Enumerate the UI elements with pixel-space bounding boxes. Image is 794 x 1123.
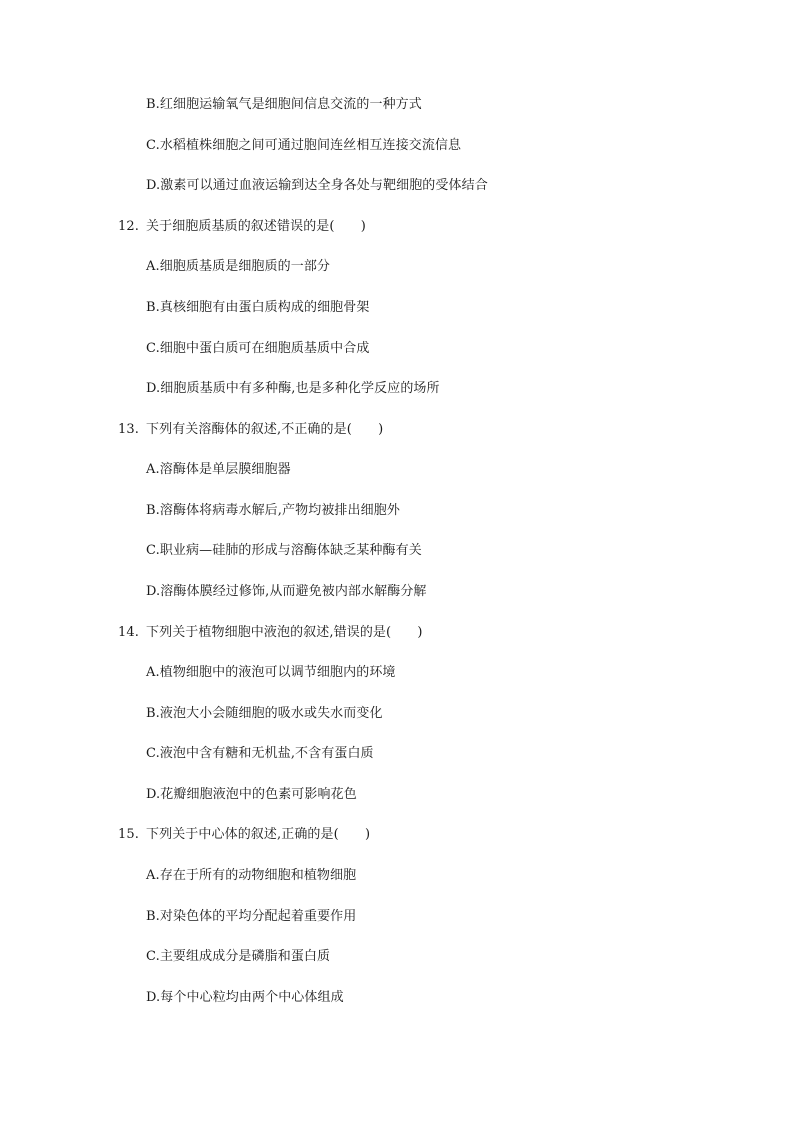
q14-option-c: C.液泡中含有糖和无机盐,不含有蛋白质 xyxy=(146,746,374,761)
q15-option-c: C.主要组成成分是磷脂和蛋白质 xyxy=(146,949,331,964)
q14-stem: 下列关于植物细胞中液泡的叙述,错误的是( ) xyxy=(146,625,423,640)
q11-option-d: D.激素可以通过血液运输到达全身各处与靶细胞的受体结合 xyxy=(146,178,488,193)
q12-option-c: C.细胞中蛋白质可在细胞质基质中合成 xyxy=(146,341,370,356)
q12-stem-line xyxy=(118,219,366,235)
q14-option-a: A.植物细胞中的液泡可以调节细胞内的环境 xyxy=(146,665,396,680)
q14-stem-line xyxy=(118,625,423,641)
q13-option-a: A.溶酶体是单层膜细胞器 xyxy=(146,462,291,477)
q13-option-d: D.溶酶体膜经过修饰,从而避免被内部水解酶分解 xyxy=(146,584,427,599)
q13-number: 13. xyxy=(118,422,139,437)
q14-option-d: D.花瓣细胞液泡中的色素可影响花色 xyxy=(146,787,357,802)
q13-option-c: C.职业病—硅肺的形成与溶酶体缺乏某种酶有关 xyxy=(146,543,422,558)
q15-option-b: B.对染色体的平均分配起着重要作用 xyxy=(146,909,357,924)
q15-option-d: D.每个中心粒均由两个中心体组成 xyxy=(146,990,344,1005)
q15-number: 15. xyxy=(118,827,139,842)
q12-stem: 关于细胞质基质的叙述错误的是( ) xyxy=(146,219,366,234)
q12-option-d: D.细胞质基质中有多种酶,也是多种化学反应的场所 xyxy=(146,381,440,396)
q15-stem-line xyxy=(118,827,370,843)
q12-option-a: A.细胞质基质是细胞质的一部分 xyxy=(146,259,331,274)
q14-option-b: B.液泡大小会随细胞的吸水或失水而变化 xyxy=(146,706,383,721)
q12-number: 12. xyxy=(118,219,139,234)
q12-option-b: B.真核细胞有由蛋白质构成的细胞骨架 xyxy=(146,300,370,315)
q11-option-b: B.红细胞运输氧气是细胞间信息交流的一种方式 xyxy=(146,97,422,112)
q13-stem-line xyxy=(118,422,383,438)
q13-stem: 下列有关溶酶体的叙述,不正确的是( ) xyxy=(146,422,384,437)
q15-option-a: A.存在于所有的动物细胞和植物细胞 xyxy=(146,868,357,883)
q13-option-b: B.溶酶体将病毒水解后,产物均被排出细胞外 xyxy=(146,503,400,518)
q11-option-c: C.水稻植株细胞之间可通过胞间连丝相互连接交流信息 xyxy=(146,138,462,153)
q14-number: 14. xyxy=(118,625,139,640)
q15-stem: 下列关于中心体的叙述,正确的是( ) xyxy=(146,827,371,842)
